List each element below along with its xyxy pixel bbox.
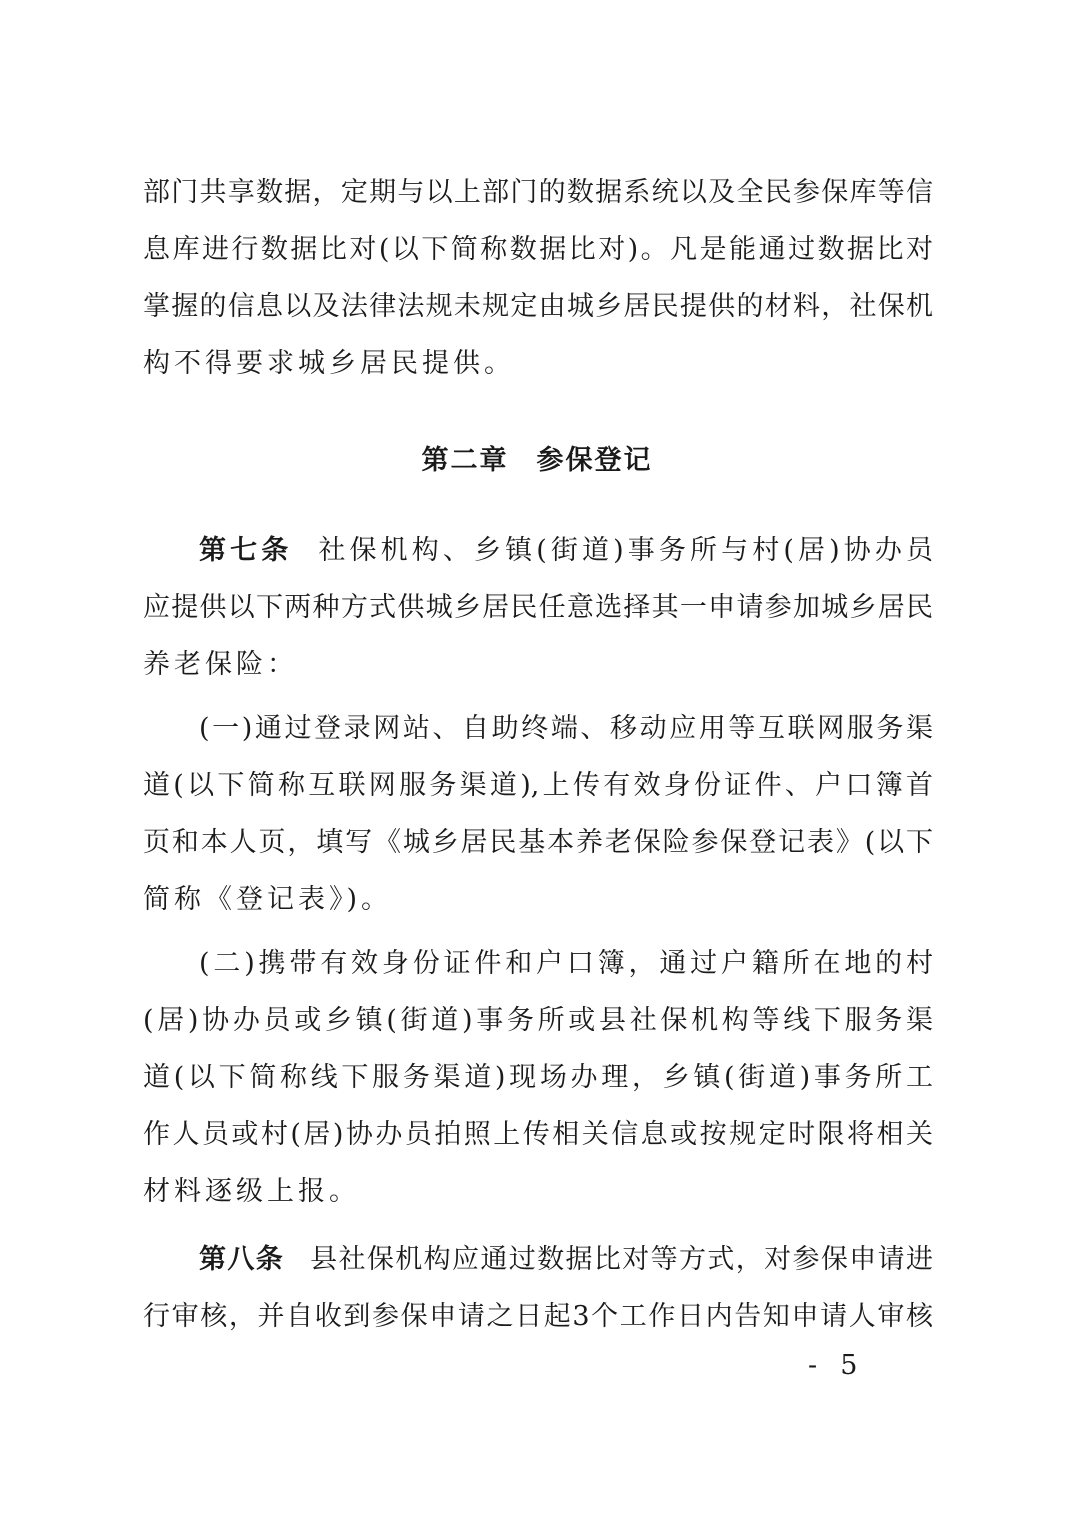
page-number: - 5 — [808, 1350, 860, 1381]
article-8-text-1: 县社保机构应通过数据比对等方式，对参保申请进 — [310, 1244, 933, 1275]
article-7-line-3: 养老保险： — [143, 649, 298, 680]
article-7-text-1: 社保机构、乡镇(街道)事务所与村(居)协办员 — [318, 535, 933, 566]
article-8-line-1 — [199, 1237, 933, 1283]
article-8-heading: 第八条 — [199, 1244, 285, 1275]
item-1-line-4: 简称《登记表》)。 — [143, 884, 393, 915]
chapter-number: 第二章 — [421, 445, 509, 476]
chapter-heading — [0, 438, 1074, 484]
item-2-line-4: 作人员或村(居)协办员拍照上传相关信息或按规定时限将相关 — [143, 1119, 933, 1150]
item-2-line-1: (二)携带有效身份证件和户口簿，通过户籍所在地的村 — [199, 948, 933, 979]
article-7-line-1 — [199, 528, 933, 574]
intro-line-2: 息库进行数据比对(以下简称数据比对)。凡是能通过数据比对 — [143, 234, 933, 265]
article-8-line-2: 行审核，并自收到参保申请之日起3个工作日内告知申请人审核 — [143, 1301, 933, 1332]
article-7-line-2: 应提供以下两种方式供城乡居民任意选择其一申请参加城乡居民 — [143, 592, 933, 623]
item-1-line-3: 页和本人页，填写《城乡居民基本养老保险参保登记表》(以下 — [143, 827, 933, 858]
item-2-line-3: 道(以下简称线下服务渠道)现场办理，乡镇(街道)事务所工 — [143, 1062, 933, 1093]
chapter-name: 参保登记 — [536, 445, 653, 476]
item-2-line-5: 材料逐级上报。 — [143, 1176, 360, 1207]
item-1-line-2: 道(以下简称互联网服务渠道),上传有效身份证件、户口簿首 — [143, 770, 933, 801]
intro-line-3: 掌握的信息以及法律法规未规定由城乡居民提供的材料，社保机 — [143, 291, 933, 322]
article-7-heading: 第七条 — [199, 535, 293, 566]
intro-line-1: 部门共享数据，定期与以上部门的数据系统以及全民参保库等信 — [143, 177, 933, 208]
item-1-line-1: (一)通过登录网站、自助终端、移动应用等互联网服务渠 — [199, 713, 933, 744]
intro-line-4: 构不得要求城乡居民提供。 — [143, 348, 515, 379]
item-2-line-2: (居)协办员或乡镇(街道)事务所或县社保机构等线下服务渠 — [143, 1005, 933, 1036]
